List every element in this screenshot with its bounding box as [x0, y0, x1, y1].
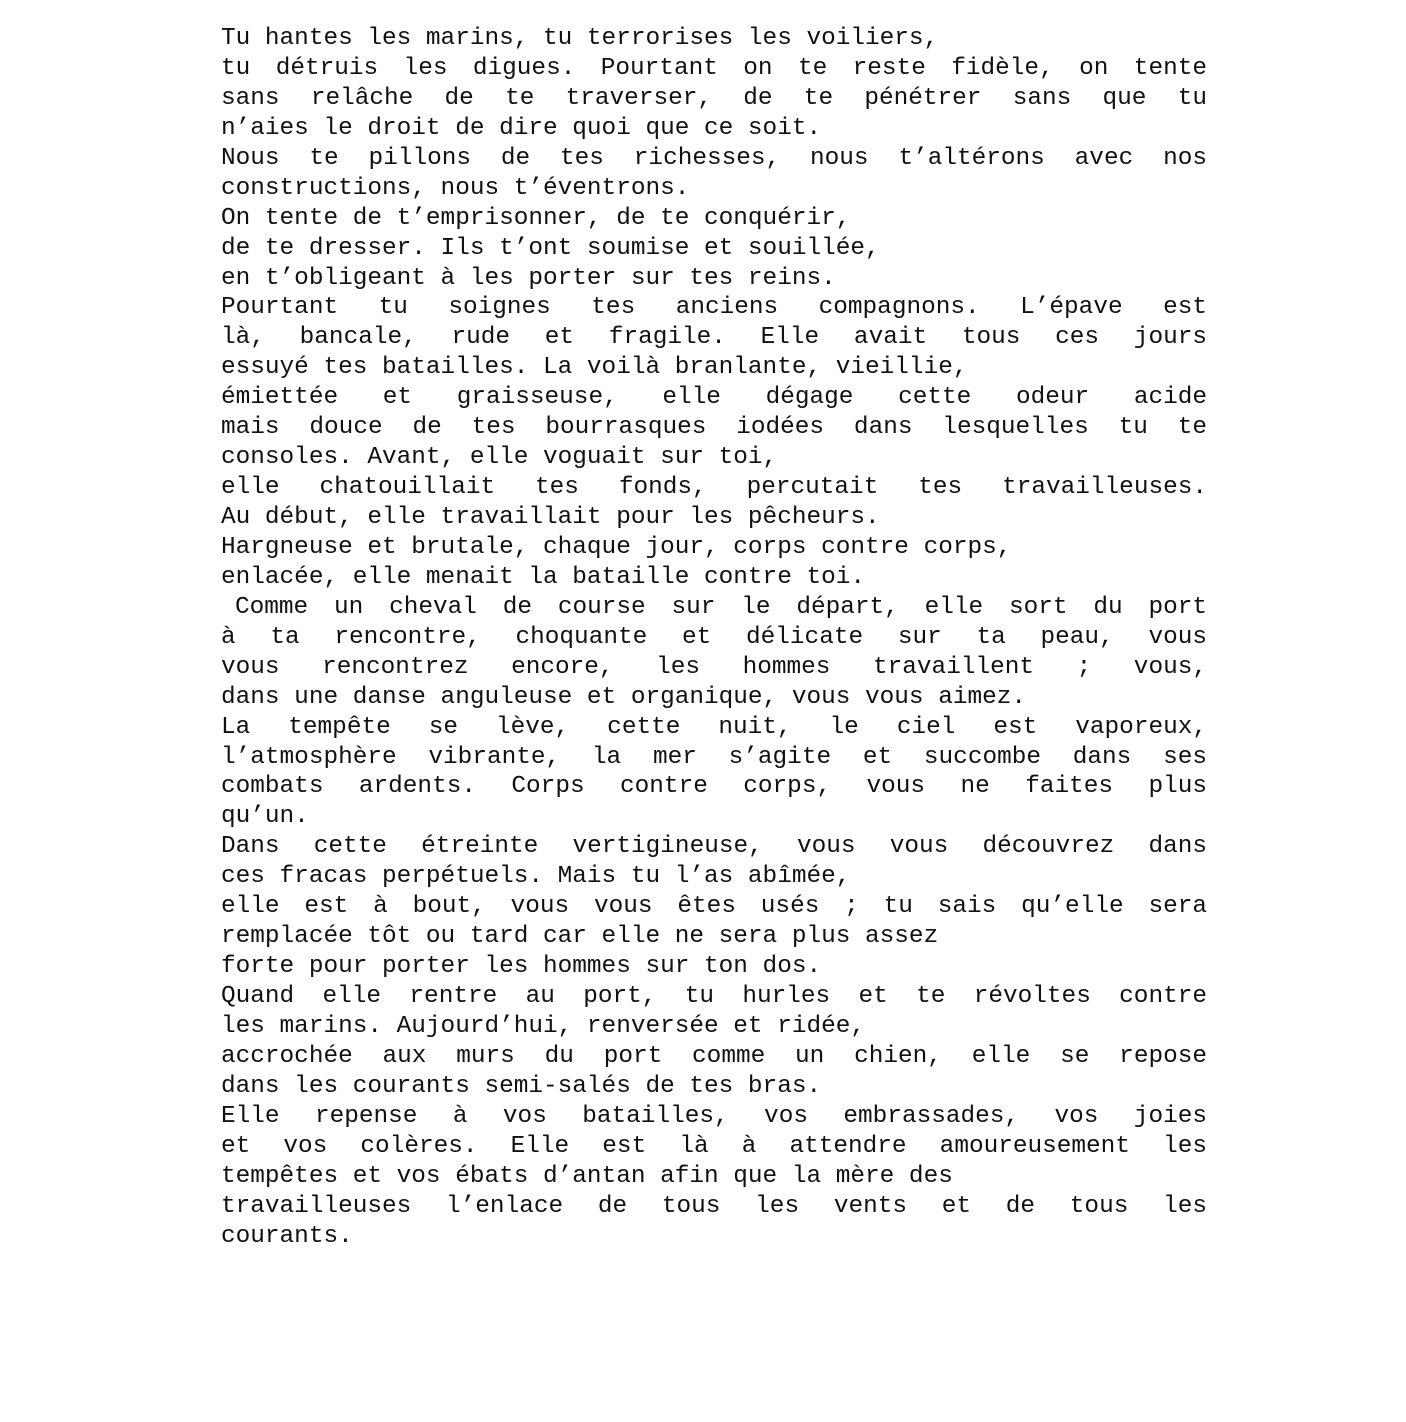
text-line: remplacée tôt ou tard car elle ne sera plus assez: [221, 923, 939, 951]
text-line: mais douce de tes bourrasques iodées dans lesquelles tu te: [221, 414, 1207, 442]
text-line: l’atmosphère vibrante, la mer s’agite et succombe dans ses: [221, 743, 1207, 771]
text-line: Quand elle rentre au port, tu hurles et te révoltes contre: [221, 983, 1207, 1010]
text-line: travailleuses l’enlace de tous les vents et de tous les: [221, 1192, 1207, 1220]
text-line: constructions, nous t’éventrons.: [221, 174, 690, 202]
text-line: Hargneuse et brutale, chaque jour, corps contre corps,: [221, 533, 1012, 561]
text-line: là, bancale, rude et fragile. Elle avait tous ces jours: [221, 324, 1207, 352]
text-line: de te dresser. Ils t’ont soumise et souillée,: [221, 234, 880, 262]
text-line: essuyé tes batailles. La voilà branlante, vieillie,: [221, 354, 968, 382]
text-line: La tempête se lève, cette nuit, le ciel est vaporeux,: [221, 713, 1207, 741]
text-line: Au début, elle travaillait pour les pêcheurs.: [221, 504, 880, 531]
text-line: consoles. Avant, elle voguait sur toi,: [221, 444, 778, 472]
text-line: et vos colères. Elle est là à attendre amoureusement les: [221, 1132, 1207, 1160]
text-line: vous rencontrez encore, les hommes travaillent ; vous,: [221, 653, 1207, 681]
text-line: en t’obligeant à les porter sur tes reins.: [221, 264, 836, 292]
text-line: enlacée, elle menait la bataille contre toi.: [221, 563, 866, 591]
text-line: dans les courants semi-salés de tes bras.: [221, 1072, 822, 1100]
text-line: dans une danse anguleuse et organique, vous vous aimez.: [221, 683, 1027, 711]
text-line: Tu hantes les marins, tu terrorises les voiliers,: [221, 25, 939, 52]
text-line: tu détruis les digues. Pourtant on te reste fidèle, on tente: [221, 54, 1207, 82]
text-line: ces fracas perpétuels. Mais tu l’as abîmée,: [221, 863, 851, 891]
text-line: n’aies le droit de dire quoi que ce soit.: [221, 114, 822, 142]
text-line: les marins. Aujourd’hui, renversée et ridée,: [221, 1012, 866, 1040]
text-line: émiettée et graisseuse, elle dégage cette odeur acide: [221, 384, 1207, 412]
text-line: à ta rencontre, choquante et délicate sur ta peau, vous: [221, 623, 1207, 651]
text-line: forte pour porter les hommes sur ton dos.: [221, 953, 822, 981]
text-line: tempêtes et vos ébats d’antan afin que la mère des: [221, 1162, 953, 1190]
text-line: Nous te pillons de tes richesses, nous t’altérons avec nos: [221, 144, 1207, 172]
text-line: Dans cette étreinte vertigineuse, vous vous découvrez dans: [221, 833, 1207, 861]
text-line: qu’un.: [221, 803, 309, 831]
text-line: Comme un cheval de course sur le départ, elle sort du port: [235, 593, 1207, 621]
text-line: Pourtant tu soignes tes anciens compagnons. L’épave est: [221, 294, 1207, 322]
text-line: elle chatouillait tes fonds, percutait tes travailleuses.: [221, 474, 1207, 502]
text-line: elle est à bout, vous vous êtes usés ; tu sais qu’elle sera: [221, 893, 1207, 921]
text-line: Elle repense à vos batailles, vos embrassades, vos joies: [221, 1102, 1207, 1130]
text-line: combats ardents. Corps contre corps, vous ne faites plus: [221, 773, 1207, 801]
text-line: sans relâche de te traverser, de te pénétrer sans que tu: [221, 84, 1207, 112]
text-line: accrochée aux murs du port comme un chien, elle se repose: [221, 1042, 1207, 1070]
text-line: On tente de t’emprisonner, de te conquérir,: [221, 204, 851, 232]
poem-text-body: [221, 24, 1207, 1251]
document-page: [221, 24, 1207, 1251]
text-line: courants.: [221, 1222, 353, 1250]
